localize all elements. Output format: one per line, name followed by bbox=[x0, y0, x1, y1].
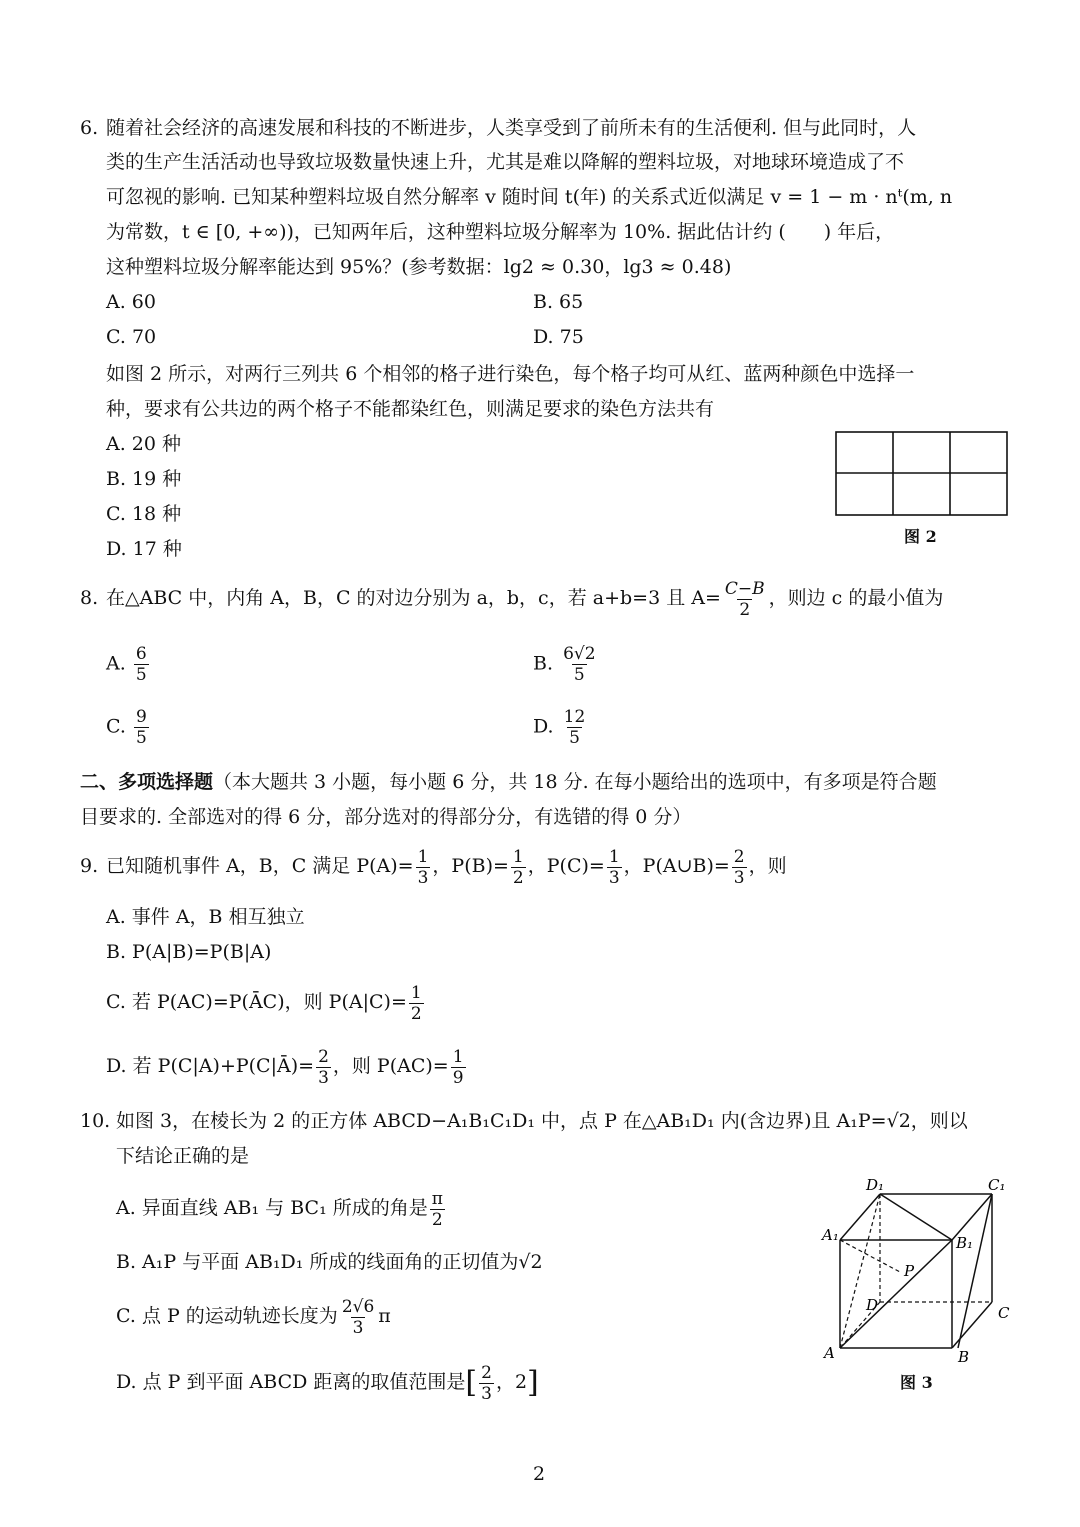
figure-2-caption: 图 2 bbox=[904, 527, 937, 546]
q9-option-b: B. P(A|B)=P(B|A) bbox=[106, 941, 272, 963]
q8-option-c: C. $\frac{9}{5}$ bbox=[106, 707, 147, 748]
q7-option-b: B. 19 种 bbox=[106, 468, 182, 490]
q9-option-c: C. 若 P(AC)=P(ĀC)，则 P(A|C)= $\frac{1}{2}$ bbox=[106, 982, 422, 1024]
q8-stem: 在△ABC 中，内角 A，B，C 的对边分别为 a，b，c，若 a+b=3 且 A= $\frac{C-B}{2}$ ，则边 c 的最小值为 bbox=[106, 578, 944, 620]
q10-line-2: 下结论正确的是 bbox=[116, 1145, 250, 1167]
q8-option-b: B. $\frac{6√2}{5}$ bbox=[533, 644, 596, 685]
q8-stem-fraction: $\frac{C-B}{2}$ bbox=[724, 578, 765, 620]
figure-3-cube bbox=[818, 1172, 1018, 1368]
q7-option-c: C. 18 种 bbox=[106, 503, 182, 525]
figure-3-caption: 图 3 bbox=[900, 1373, 933, 1392]
label-d: D bbox=[866, 1296, 879, 1314]
q10-option-b: B. A₁P 与平面 AB₁D₁ 所成的线面角的正切值为√2 bbox=[116, 1251, 543, 1273]
q7-line-2: 种，要求有公共边的两个格子不能都染红色，则满足要求的染色方法共有 bbox=[106, 398, 715, 420]
q7-option-d: D. 17 种 bbox=[106, 538, 182, 560]
q10-option-d: D. 点 P 到平面 ABCD 距离的取值范围是[ $\frac{2}{3}$ ，2] bbox=[116, 1362, 539, 1404]
q9-number: 9. bbox=[80, 855, 99, 877]
q6-line-2: 类的生产生活活动也导致垃圾数量快速上升，尤其是难以降解的塑料垃圾，对地球环境造成了不 bbox=[106, 151, 905, 173]
q8-option-d: D. $\frac{12}{5}$ bbox=[533, 707, 586, 748]
q6-option-d: D. 75 bbox=[533, 326, 584, 348]
q6-line-5: 这种塑料垃圾分解率能达到 95%？(参考数据：lg2 ≈ 0.30，lg3 ≈ 0.48) bbox=[106, 256, 732, 278]
q6-option-c: C. 70 bbox=[106, 326, 157, 348]
label-p: P bbox=[904, 1262, 915, 1280]
section-2-line-2: 目要求的. 全部选对的得 6 分，部分选对的得部分分，有选错的得 0 分） bbox=[80, 806, 692, 828]
left-bracket: [ bbox=[465, 1365, 478, 1400]
page-number: 2 bbox=[533, 1463, 546, 1485]
label-a: A bbox=[824, 1344, 835, 1362]
q10-line-1: 如图 3，在棱长为 2 的正方体 ABCD−A₁B₁C₁D₁ 中，点 P 在△AB₁D₁ 内(含边界)且 A₁P=√2，则以 bbox=[116, 1110, 968, 1132]
q8-option-a: A. $\frac{6}{5}$ bbox=[106, 644, 147, 685]
q10-number: 10. bbox=[80, 1110, 111, 1132]
q10-option-c: C. 点 P 的运动轨迹长度为 $\frac{2√6}{3}$ π bbox=[116, 1296, 391, 1338]
section-2-heading: 二、多项选择题（本大题共 3 小题，每小题 6 分，共 18 分. 在每小题给出的选项中，有多项是符合题 bbox=[80, 771, 937, 793]
q9-stem: 已知随机事件 A，B，C 满足 P(A)= $\frac{1}{3}$ ，P(B)= $\frac{1}{2}$ ，P(C)= $\frac{1}{3}$ ，P(A∪B)= $\frac{2}{3}$ ，则 bbox=[106, 846, 787, 888]
figure-2-grid bbox=[834, 430, 1010, 518]
q6-number: 6. bbox=[80, 117, 99, 139]
q6-line-4: 为常数，t ∈ [0, +∞))，已知两年后，这种塑料垃圾分解率为 10%. 据此估计约 ( ) 年后， bbox=[106, 221, 895, 243]
q6-option-b: B. 65 bbox=[533, 291, 584, 313]
q10-option-a: A. 异面直线 AB₁ 与 BC₁ 所成的角是 $\frac{\pi}{2}$ bbox=[116, 1188, 443, 1230]
right-bracket: ] bbox=[527, 1365, 539, 1400]
q7-option-a: A. 20 种 bbox=[106, 433, 182, 455]
q9-option-d: D. 若 P(C|A)+P(C|Ā)= $\frac{2}{3}$ ，则 P(AC)= $\frac{1}{9}$ bbox=[106, 1046, 464, 1088]
label-b: B bbox=[958, 1348, 970, 1366]
label-d1: D₁ bbox=[866, 1176, 885, 1194]
label-a1: A₁ bbox=[822, 1226, 839, 1244]
q6-line-1: 随着社会经济的高速发展和科技的不断进步，人类享受到了前所未有的生活便利. 但与此同时，人 bbox=[106, 117, 917, 139]
label-c: C bbox=[998, 1304, 1010, 1322]
q9-option-a: A. 事件 A，B 相互独立 bbox=[106, 906, 305, 928]
q7-line-1: 如图 2 所示，对两行三列共 6 个相邻的格子进行染色，每个格子均可从红、蓝两种颜色中选择一 bbox=[106, 363, 915, 385]
label-b1: B₁ bbox=[956, 1234, 974, 1252]
label-c1: C₁ bbox=[988, 1176, 1006, 1194]
q6-line-3: 可忽视的影响. 已知某种塑料垃圾自然分解率 v 随时间 t(年) 的关系式近似满足 v = 1 − m · nᵗ(m, n bbox=[106, 186, 953, 208]
q8-number: 8. bbox=[80, 587, 99, 609]
q6-option-a: A. 60 bbox=[106, 291, 156, 313]
